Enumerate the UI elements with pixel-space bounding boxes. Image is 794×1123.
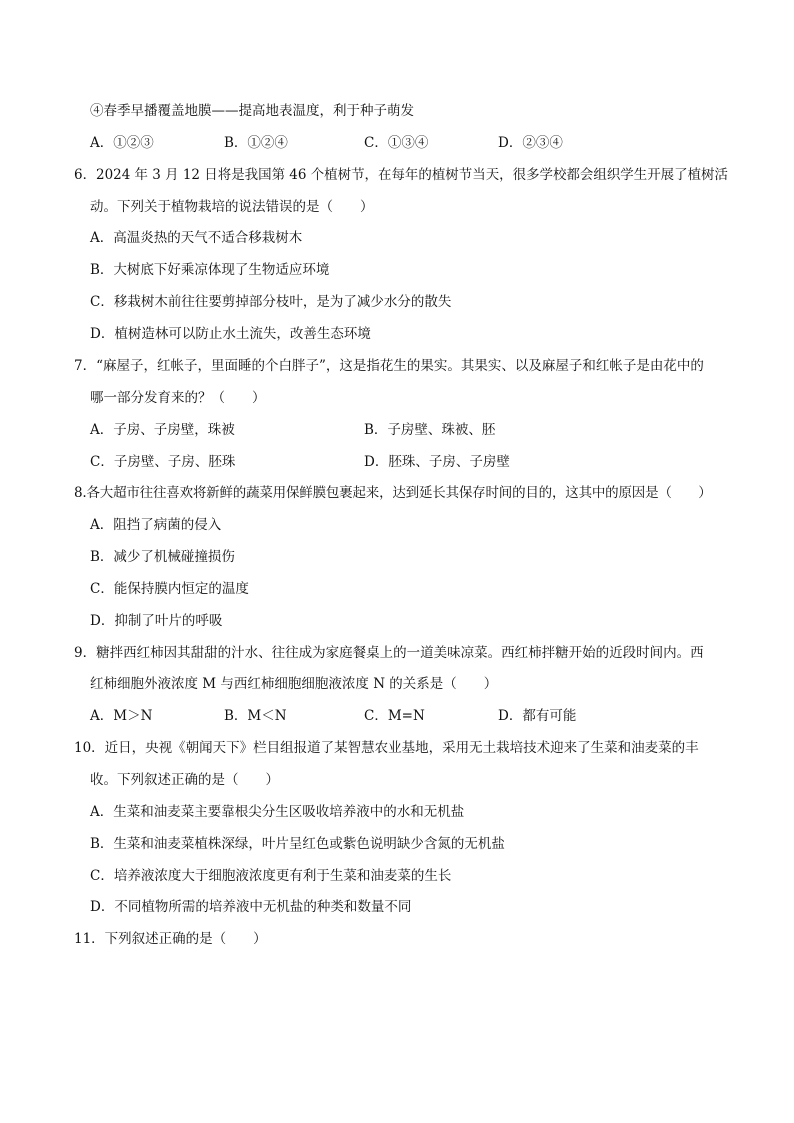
q10-option-b: B．生菜和油麦菜植株深绿，叶片呈红色或紫色说明缺少含氮的无机盐: [90, 836, 505, 852]
q9-option-c: C．M=N: [364, 708, 425, 724]
q7-stem-line2: 哪一部分发育来的？（ ）: [90, 390, 266, 406]
q9-option-b: B．M＜N: [224, 708, 287, 724]
q7-option-a: A．子房、子房壁，珠被: [90, 422, 235, 438]
q8-stem-line1: 8.各大超市往往喜欢将新鲜的蔬菜用保鲜膜包裹起来，达到延长其保存时间的目的，这其中的原因是（ ）: [74, 485, 712, 501]
q6-option-d: D．植树造林可以防止水土流失，改善生态环境: [90, 326, 371, 342]
q6-option-b: B．大树底下好乘凉体现了生物适应环境: [90, 262, 330, 278]
q10-option-c: C．培养液浓度大于细胞液浓度更有利于生菜和油麦菜的生长: [90, 868, 452, 884]
q7-option-c: C．子房壁、子房、胚珠: [90, 454, 236, 470]
q8-option-c: C．能保持膜内恒定的温度: [90, 581, 249, 597]
q10-stem-line2: 收。下列叙述正确的是（ ）: [90, 772, 279, 788]
q9-stem-line2: 红柿细胞外液浓度 M 与西红柿细胞细胞液浓度 N 的关系是（ ）: [90, 676, 498, 692]
q6-stem-line2: 动。下列关于植物栽培的说法错误的是（ ）: [90, 199, 374, 215]
q5-option-c: C．①③④: [364, 135, 429, 151]
q8-option-d: D．抑制了叶片的呼吸: [90, 613, 223, 629]
q10-option-d: D．不同植物所需的培养液中无机盐的种类和数量不同: [90, 899, 412, 915]
q10-option-a: A．生菜和油麦菜主要靠根尖分生区吸收培养液中的水和无机盐: [90, 804, 465, 820]
q7-stem-line1: 7．“麻屋子，红帐子，里面睡的个白胖子”，这是指花生的果实。其果实、以及麻屋子和红帐子是由花中的: [74, 358, 704, 374]
q9-option-a: A．M＞N: [90, 708, 153, 724]
q10-stem-line1: 10．近日，央视《朝闻天下》栏目组报道了某智慧农业基地，采用无土栽培技术迎来了生菜和油麦菜的丰: [74, 740, 699, 756]
q5-item4: ④春季早播覆盖地膜——提高地表温度，利于种子萌发: [90, 103, 414, 119]
q8-option-a: A．阻挡了病菌的侵入: [90, 517, 222, 533]
q11-stem-line1: 11．下列叙述正确的是（ ）: [74, 931, 267, 947]
q6-option-a: A．高温炎热的天气不适合移栽树木: [90, 230, 303, 246]
q6-option-c: C．移栽树木前往往要剪掉部分枝叶，是为了减少水分的散失: [90, 294, 452, 310]
q7-option-b: B．子房壁、珠被、胚: [364, 422, 496, 438]
q8-option-b: B．减少了机械碰撞损伤: [90, 549, 235, 565]
q9-option-d: D．都有可能: [498, 708, 577, 724]
q7-option-d: D．胚珠、子房、子房壁: [364, 454, 510, 470]
q6-stem-line1: 6．2024 年 3 月 12 日将是我国第 46 个植树节，在每年的植树节当天，很多学校都会组织学生开展了植树活: [74, 167, 728, 183]
q5-option-a: A．①②③: [90, 135, 154, 151]
q9-stem-line1: 9．糖拌西红柿因其甜甜的汁水、往往成为家庭餐桌上的一道美味凉菜。西红柿拌糖开始的近段时间内。西: [74, 645, 704, 661]
q5-option-d: D．②③④: [498, 135, 563, 151]
q5-option-b: B．①②④: [224, 135, 288, 151]
